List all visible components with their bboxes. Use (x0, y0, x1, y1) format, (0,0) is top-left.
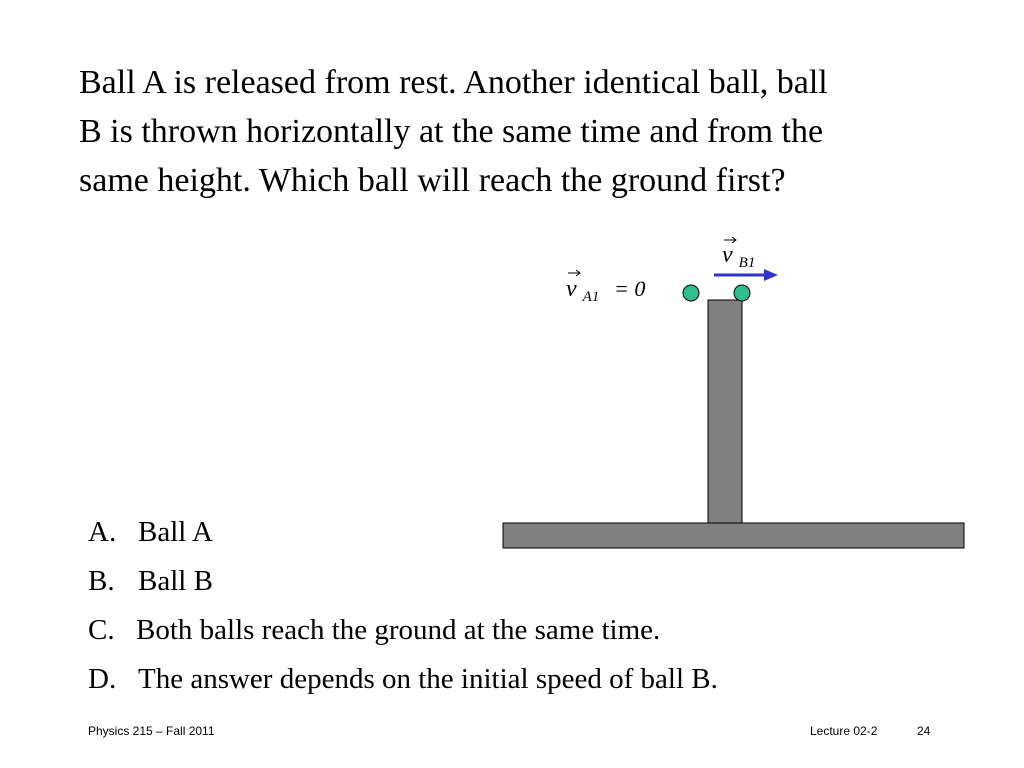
choice-text: Both balls reach the ground at the same time. (136, 614, 661, 646)
choice-text: Ball B (138, 565, 213, 597)
question-line-1: Ball A is released from rest. Another identical ball, ball (79, 64, 828, 101)
choice-letter: A. (88, 516, 117, 548)
svg-text:v A1 (566, 276, 599, 305)
choice-letter: B. (88, 565, 115, 597)
choice-text: Ball A (138, 516, 213, 548)
choice-letter: C. (88, 614, 115, 646)
velocity-b-subscript: B1 (738, 255, 756, 271)
footer-page-number: 24 (917, 724, 931, 738)
svg-text:v B1 (722, 242, 755, 271)
velocity-label-a (566, 270, 645, 305)
footer-lecture: Lecture 02-2 (810, 724, 878, 738)
velocity-b-symbol: v (722, 242, 733, 268)
velocity-label-b (722, 237, 755, 271)
footer-course: Physics 215 – Fall 2011 (88, 724, 215, 738)
choice-a (88, 508, 718, 557)
ball-a (683, 285, 699, 301)
velocity-a-equals: = 0 (614, 276, 646, 301)
choice-text: The answer depends on the initial speed of ball B. (138, 663, 718, 695)
answer-choices (88, 508, 718, 704)
choice-c (88, 606, 718, 655)
question-line-3: same height. Which ball will reach the ground first? (79, 162, 786, 199)
velocity-a-symbol: v (566, 276, 577, 302)
choice-d (88, 655, 718, 704)
question-line-2: B is thrown horizontally at the same time and from the (79, 113, 824, 150)
ball-b (734, 285, 750, 301)
velocity-a-subscript: A1 (582, 289, 600, 305)
choice-b (88, 557, 718, 606)
tower (708, 300, 742, 523)
choice-letter: D. (88, 663, 117, 695)
